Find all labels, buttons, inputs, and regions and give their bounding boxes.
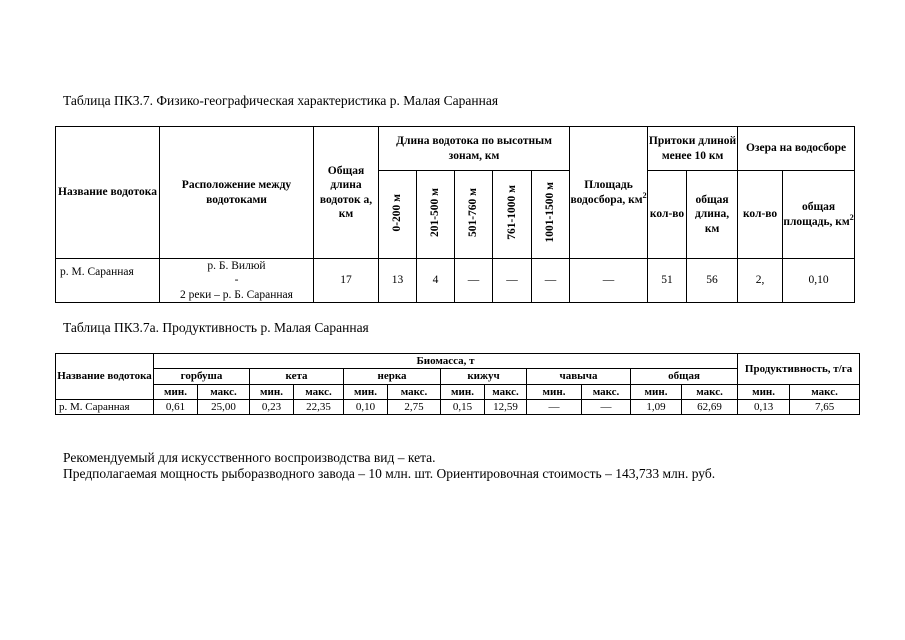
t2-header-productivity: Продуктивность, т/га <box>738 354 860 385</box>
row-trib-count: 51 <box>648 259 687 303</box>
t2-species-chavycha: чавыча <box>527 369 631 384</box>
header-lakes-count: кол-во <box>738 171 783 259</box>
header-zone-5: 1001-1500 м <box>532 171 570 259</box>
t2-value: 22,35 <box>294 399 344 414</box>
header-trib-length: общая длина, км <box>687 171 738 259</box>
t2-species-kizhuch: кижуч <box>441 369 527 384</box>
t2-value: 1,09 <box>631 399 682 414</box>
t2-value: — <box>582 399 631 414</box>
t2-species-nerka: нерка <box>344 369 441 384</box>
t2-header-biomass: Биомасса, т <box>154 354 738 369</box>
t2-value: 25,00 <box>198 399 250 414</box>
row-zone-2: 4 <box>417 259 455 303</box>
header-location: Расположение между водотоками <box>160 127 314 259</box>
header-total-length: Общая длина водоток а, км <box>314 127 379 259</box>
row-name: р. М. Саранная <box>56 259 160 303</box>
header-zone-2: 201-500 м <box>417 171 455 259</box>
header-area: Площадь водосбора, $км^2$ <box>570 127 648 259</box>
t2-species-total: общая <box>631 369 738 384</box>
row-lakes-area: 0,10 <box>783 259 855 303</box>
capacity-cost-text: Предполагаемая мощность рыборазводного завода – 10 млн. шт. Ориентировочная стоимость – 143,733 млн. руб. <box>63 466 716 481</box>
t2-min: мин. <box>250 384 294 399</box>
header-length-by-zone: Длина водотока по высотным зонам, км <box>379 127 570 171</box>
t2-value: 0,10 <box>344 399 388 414</box>
t2-max: макс. <box>682 384 738 399</box>
header-zone-3: 501-760 м <box>455 171 493 259</box>
t2-value: 0,13 <box>738 399 790 414</box>
t2-value: 7,65 <box>790 399 860 414</box>
t2-min: мин. <box>527 384 582 399</box>
t2-value: 0,23 <box>250 399 294 414</box>
table2-caption: Таблица ПК3.7а. Продуктивность р. Малая Саранная <box>63 320 369 335</box>
t2-species-gorbusha: горбуша <box>154 369 250 384</box>
t2-min: мин. <box>631 384 682 399</box>
t2-value: — <box>527 399 582 414</box>
header-trib-count: кол-во <box>648 171 687 259</box>
t2-value: 0,15 <box>441 399 485 414</box>
t2-species-keta: кета <box>250 369 344 384</box>
t2-max: макс. <box>294 384 344 399</box>
row-zone-5: — <box>532 259 570 303</box>
header-tributaries: Притоки длиной менее 10 км <box>648 127 738 171</box>
t2-value: 62,69 <box>682 399 738 414</box>
table-row <box>56 399 860 414</box>
table-row <box>56 259 855 303</box>
t2-min: мин. <box>154 384 198 399</box>
row-lakes-count: 2, <box>738 259 783 303</box>
header-zone-1: 0-200 м <box>379 171 417 259</box>
t2-max: макс. <box>388 384 441 399</box>
header-lakes-area: общая площадь, $км^2$ <box>783 171 855 259</box>
row-zone-4: — <box>493 259 532 303</box>
physgeo-table <box>55 126 855 303</box>
table1-caption: Таблица ПК3.7. Физико-географическая характеристика р. Малая Саранная <box>63 93 499 108</box>
t2-value: 0,61 <box>154 399 198 414</box>
t2-min: мин. <box>738 384 790 399</box>
t2-max: макс. <box>582 384 631 399</box>
recommendation-text: Рекомендуемый для искусственного воспроизводства вид – кета. <box>63 450 436 465</box>
productivity-table <box>55 353 860 415</box>
t2-min: мин. <box>441 384 485 399</box>
row-trib-length: 56 <box>687 259 738 303</box>
t2-max: макс. <box>790 384 860 399</box>
header-name: Название водотока <box>56 127 160 259</box>
t2-min: мин. <box>344 384 388 399</box>
row-zone-3: — <box>455 259 493 303</box>
row-total-length: 17 <box>314 259 379 303</box>
t2-value: 2,75 <box>388 399 441 414</box>
t2-max: макс. <box>485 384 527 399</box>
t2-header-name: Название водотока <box>56 354 154 400</box>
t2-row-name: р. М. Саранная <box>56 399 154 414</box>
t2-max: макс. <box>198 384 250 399</box>
row-location: р. Б. Вилюй - 2 реки – р. Б. Саранная <box>160 259 314 303</box>
header-lakes: Озера на водосборе <box>738 127 855 171</box>
t2-value: 12,59 <box>485 399 527 414</box>
row-area: — <box>570 259 648 303</box>
row-zone-1: 13 <box>379 259 417 303</box>
header-zone-4: 761-1000 м <box>493 171 532 259</box>
